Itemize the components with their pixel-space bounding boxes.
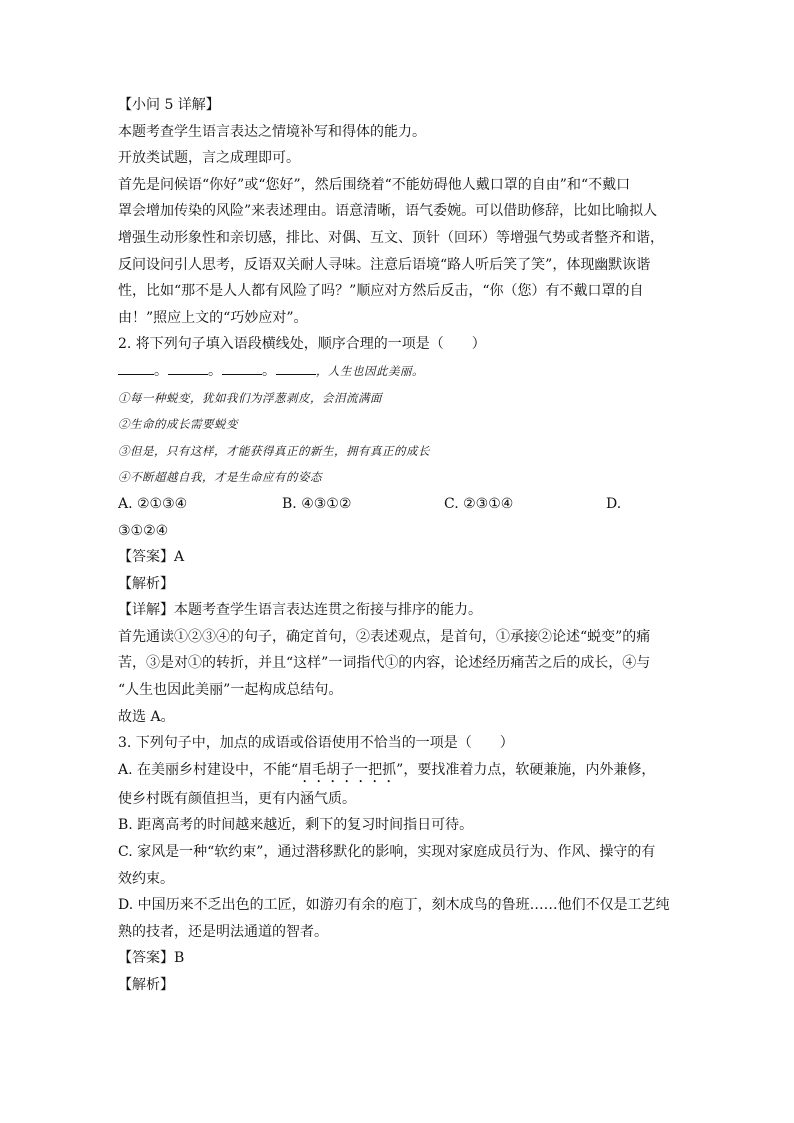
q5-line: 反问设问引人思考，反语双关耐人寻味。注意后语境“路人听后笑了笑”，体现幽默诙谐 — [118, 256, 651, 273]
fill-blank — [168, 360, 208, 375]
q3-a-text: A. 在美丽乡村建设中，不能“ — [118, 761, 299, 778]
q3-a-text: ”，要找准着力点，软硬兼施，内外兼修， — [396, 761, 656, 778]
q3-option-d-cont: 熟的技者，还是明法通道的智者。 — [118, 923, 328, 940]
q2-detail-line: 【详解】本题考查学生语言表达连贯之衔接与排序的能力。 — [118, 602, 482, 619]
fill-blank — [222, 360, 262, 375]
q2-detail-line: 首先通读①②③④的句子，确定首句，②表述观点，是首句，①承接②论述“蜕变”的痛 — [118, 628, 651, 645]
q5-line: 首先是问候语“你好”或“您好”，然后围绕着“不能妨碍他人戴口罩的自由”和“不戴口 — [118, 176, 631, 193]
q2-answer: 【答案】A — [118, 549, 185, 566]
fill-sep: 。 — [154, 362, 168, 379]
q5-line: 性，比如“那不是人人都有风险了吗？”顺应对方然后反击，“你（您）有不戴口罩的自 — [118, 283, 644, 300]
q2-analysis-label: 【解析】 — [118, 575, 174, 592]
q3-option-c-cont: 效约束。 — [118, 870, 174, 887]
q2-fill-line — [118, 358, 678, 385]
q2-detail-line: 苦，③是对①的转折，并且“这样”一词指代①的内容，论述经历痛苦之后的成长，④与 — [118, 655, 651, 672]
q2-item: ③但是，只有这样，才能获得真正的新生，拥有真正的成长 — [118, 443, 430, 458]
q3-option-b: B. 距离高考的时间越来越近，剩下的复习时间指日可待。 — [118, 817, 474, 834]
q3-stem: 3. 下列句子中，加点的成语或俗语使用不恰当的一项是（ ） — [118, 735, 514, 752]
document-page — [118, 92, 678, 999]
q5-line: 罩会增加传染的风险”来表述理由。语意清晰，语气委婉。可以借助修辞，比如比喻拟人 — [118, 203, 658, 220]
q5-line: 开放类试题，言之成理即可。 — [118, 150, 300, 167]
q3-option-a — [118, 757, 678, 786]
option-d-label: D. — [606, 495, 622, 512]
option-a: A. ②①③④ — [118, 495, 188, 512]
q5-heading: 【小问 5 详解】 — [118, 97, 220, 113]
dotted-phrase: 眉毛胡子一把抓 — [298, 761, 397, 778]
q5-line: 本题考查学生语言表达之情境补写和得体的能力。 — [118, 123, 426, 140]
option-c: C. ②③①④ — [444, 495, 514, 512]
q2-detail-line: 故选 A。 — [118, 708, 175, 725]
q2-item: ④不断超越自我，才是生命应有的姿态 — [118, 470, 322, 485]
q5-line: 增强生动形象性和亲切感，排比、对偶、互文、顶针（回环）等增强气势或者整齐和谐， — [118, 229, 664, 246]
fill-end: ，人生也因此美丽。 — [316, 363, 424, 378]
q2-stem: 2. 将下列句子填入语段横线处，顺序合理的一项是（ ） — [118, 336, 486, 353]
q3-option-c: C. 家风是一种“软约束”，通过潜移默化的影响，实现对家庭成员行为、作风、操守的有 — [118, 844, 656, 861]
q3-answer: 【答案】B — [118, 950, 185, 967]
q2-item: ①每一种蜕变，犹如我们为浮葱剥皮，会泪流满面 — [118, 390, 382, 405]
fill-sep: 。 — [208, 362, 222, 379]
q3-option-d: D. 中国历来不乏出色的工匠，如游刃有余的庖丁，刻木成鸟的鲁班……他们不仅是工艺纯 — [118, 897, 670, 914]
q2-options — [118, 491, 678, 518]
q2-detail-line: “人生也因此美丽”一起构成总结句。 — [118, 682, 343, 699]
option-d-value: ③①②④ — [118, 522, 169, 539]
q2-item: ②生命的成长需要蜕变 — [118, 417, 238, 432]
q5-line: 由！”照应上文的“巧妙应对”。 — [118, 309, 308, 326]
q3-option-a-cont: 使乡村既有颜值担当，更有内涵气质。 — [118, 790, 356, 807]
fill-sep: 。 — [262, 362, 276, 379]
option-b: B. ④③①② — [282, 495, 352, 512]
fill-blank — [118, 360, 154, 375]
fill-blank — [276, 360, 316, 375]
q3-analysis-label: 【解析】 — [118, 977, 174, 993]
